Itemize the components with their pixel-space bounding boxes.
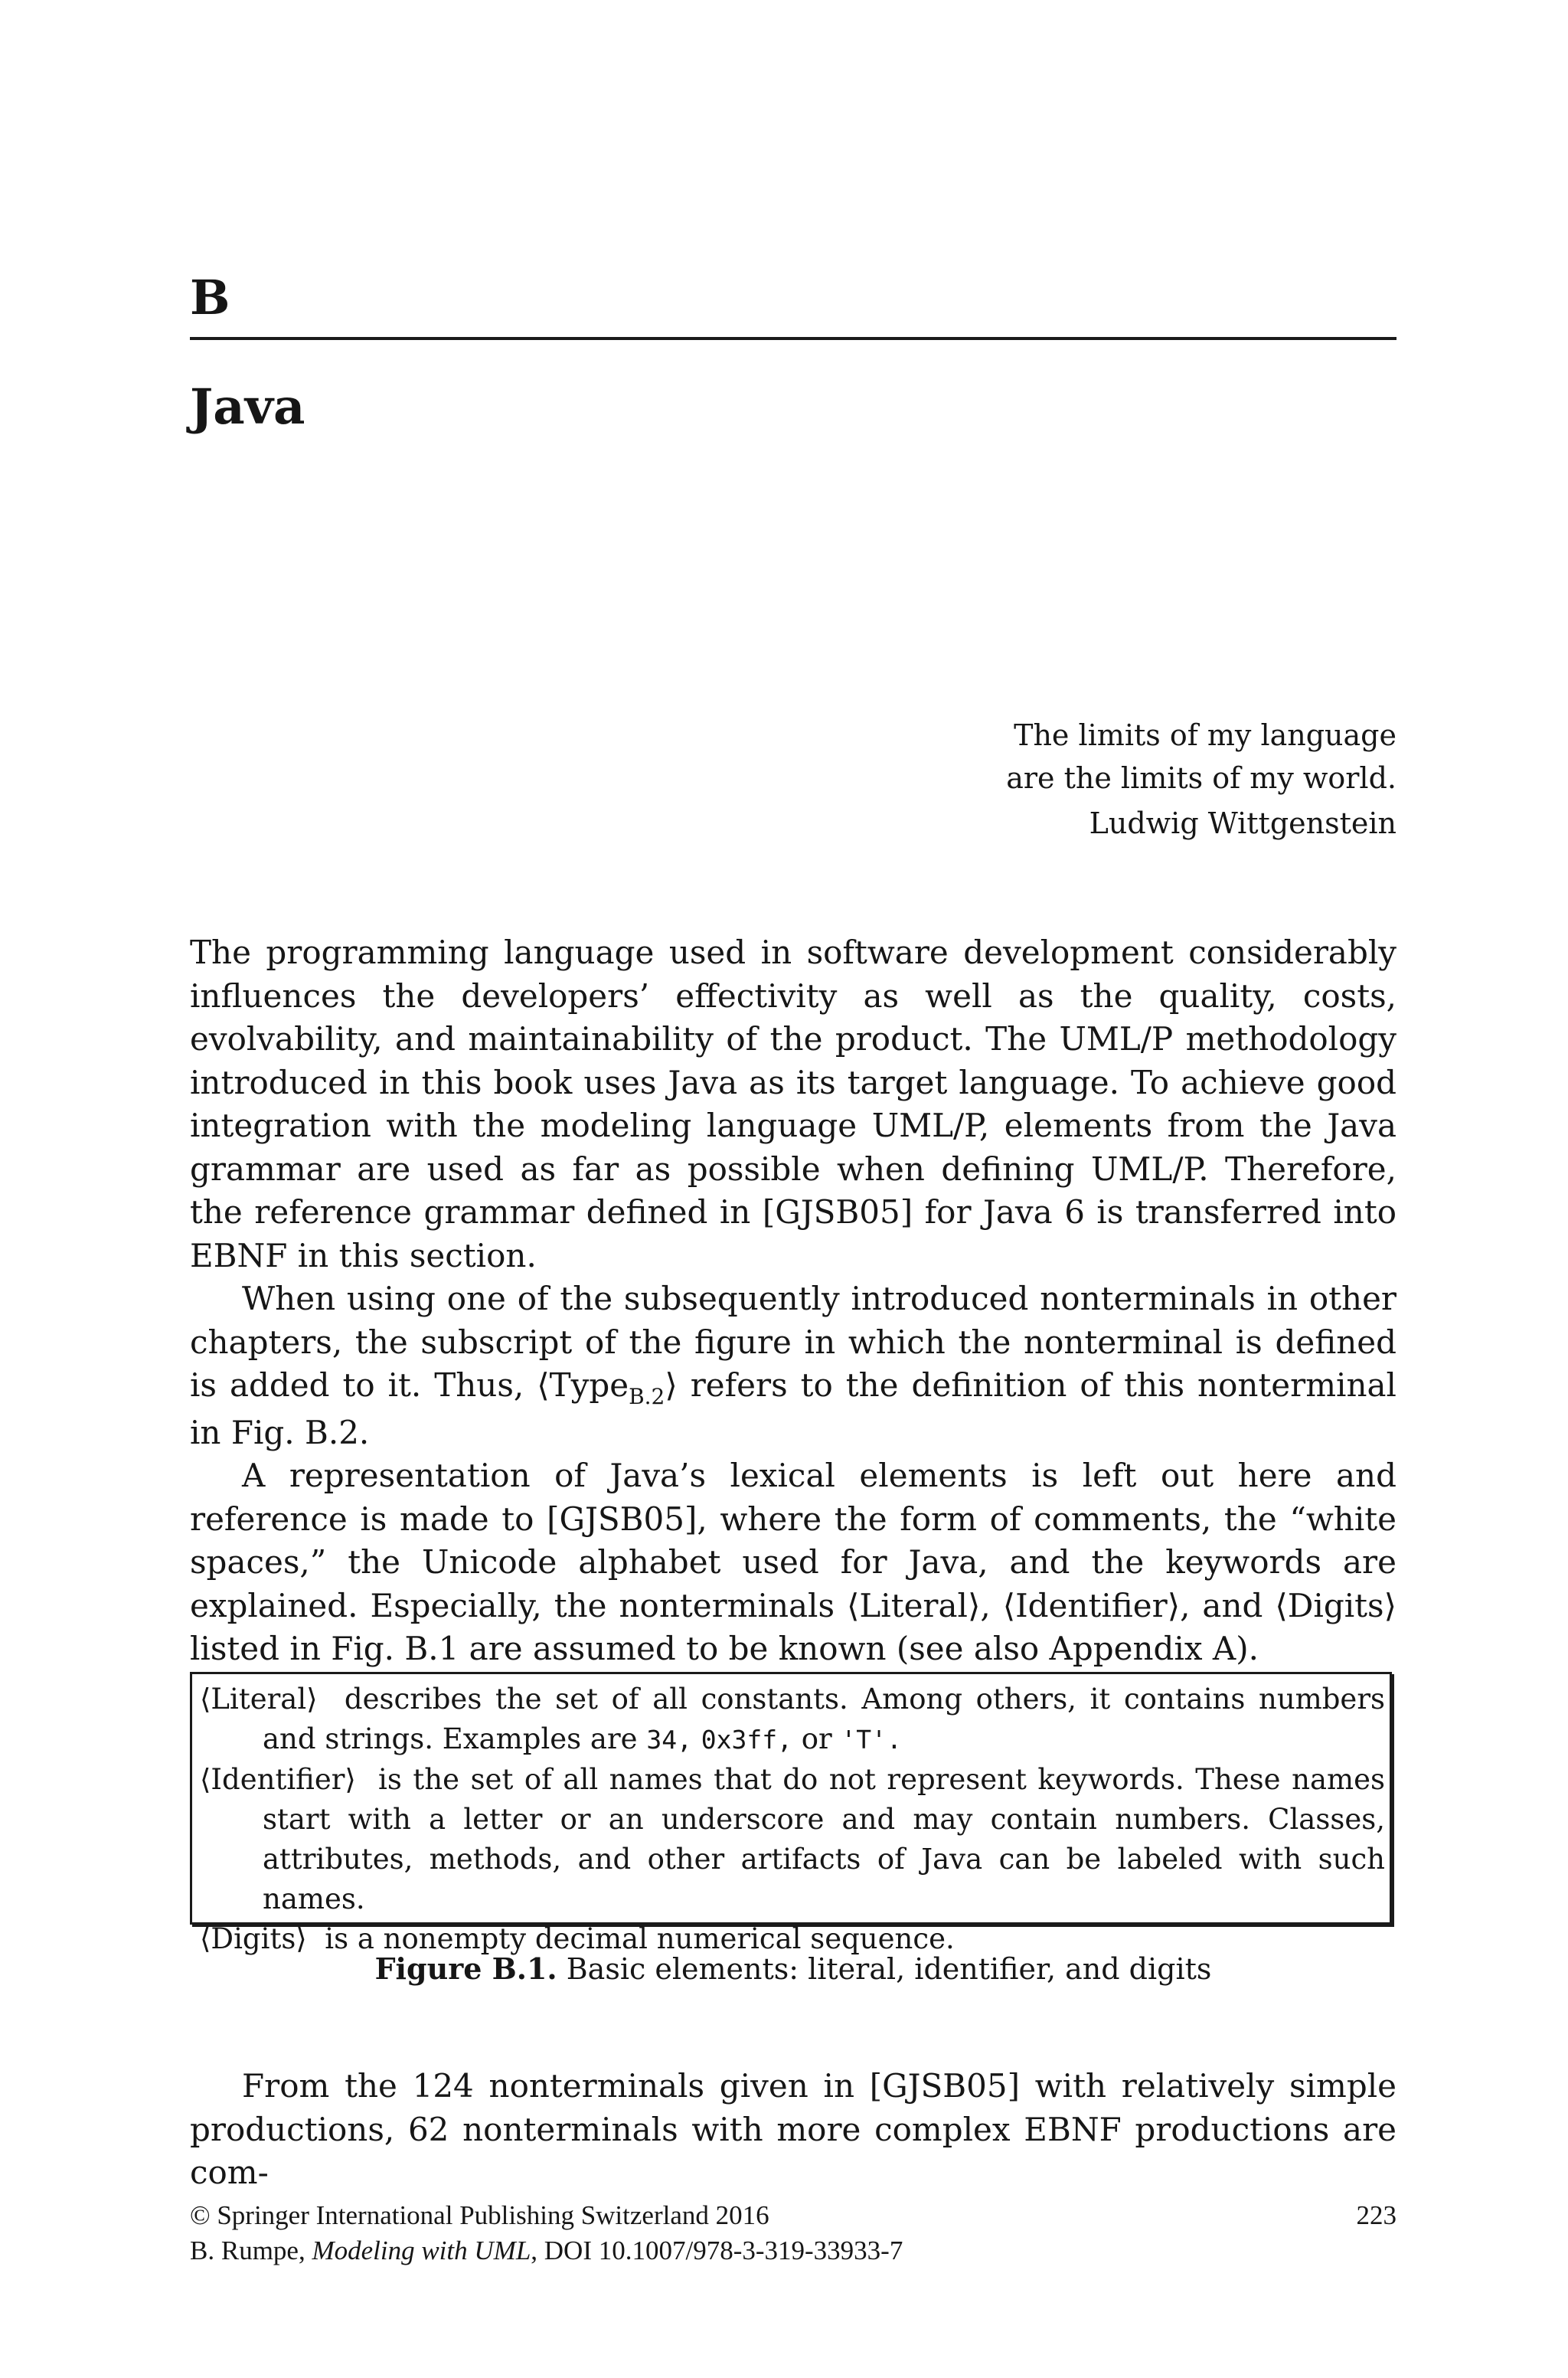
definition-literal <box>200 1680 1385 1760</box>
book-page <box>190 0 1396 2378</box>
term-literal: ⟨Literal⟩ <box>200 1683 318 1716</box>
figure-label: Figure B.1. <box>374 1951 557 1986</box>
paragraph-nonterminals-start: When using one of the subsequently introduced nonterminals in other chapters, the subscript of the figure in which the nonterminal is defined is added to it. Thus, ⟨Type <box>190 1280 1396 1404</box>
example-char: 'T'. <box>841 1725 902 1755</box>
paragraph-nonterminals-end: ⟩ refers to the definition of this nonterminal in Fig. B.2. <box>190 1366 1396 1451</box>
figure-caption <box>190 1949 1396 1989</box>
footer-book-title: Modeling with UML <box>312 2236 531 2265</box>
definition-literal-text: describes the set of all constants. Among others, it contains numbers and strings. Examples are <box>263 1683 1385 1755</box>
definition-identifier <box>200 1760 1385 1919</box>
term-digits: ⟨Digits⟩ <box>200 1922 307 1955</box>
footer-row-2 <box>190 2233 1396 2268</box>
paragraph-intro: The programming language used in software development considerably influences the developers’ effectivity as well as the quality, costs, evolvability, and maintainability of the product. The UML/P methodology introduced in this book uses Java as its target language. To achieve good integration with the modeling language UML/P, elements from the Java grammar are used as far as possible when defining UML/P. Therefore, the reference grammar defined in [GJSB05] for Java 6 is transferred into EBNF in this section. <box>190 934 1396 1274</box>
paragraph-nonterminals <box>190 1277 1396 1454</box>
term-identifier: ⟨Identifier⟩ <box>200 1763 356 1796</box>
subscript: B.2 <box>629 1384 665 1409</box>
definition-digits-text: is a nonempty decimal numerical sequence. <box>325 1922 955 1955</box>
figure-caption-text: Basic elements: literal, identifier, and digits <box>566 1952 1212 1986</box>
appendix-letter: B <box>190 270 230 325</box>
paragraph-lexical: A representation of Java’s lexical elements is left out here and reference is made to [GJSB05], where the form of comments, the “white spaces,” the Unicode alphabet used for Java, and the keywords are explained. Especially, the nonterminals ⟨Literal⟩, ⟨Identifier⟩, and ⟨Digits⟩ listed in Fig. B.1 are assumed to be known (see also Appendix A). <box>190 1457 1396 1667</box>
epigraph-line-1: The limits of my language <box>1014 718 1396 752</box>
example-number: 34, <box>646 1725 692 1755</box>
page-footer <box>190 2198 1396 2268</box>
epigraph-line-2: are the limits of my world. <box>1006 761 1396 795</box>
epigraph <box>1006 714 1396 845</box>
copyright-notice: © Springer International Publishing Switzerland 2016 <box>190 2200 769 2230</box>
footer-author: B. Rumpe, <box>190 2236 305 2265</box>
body-text <box>190 931 1396 1671</box>
chapter-rule <box>190 337 1396 340</box>
or-word: or <box>801 1722 832 1755</box>
chapter-title: Java <box>190 378 305 436</box>
figure-box <box>190 1672 1392 1955</box>
example-hex: 0x3ff, <box>701 1725 792 1755</box>
page-number: 223 <box>1356 2200 1396 2230</box>
epigraph-author: Ludwig Wittgenstein <box>1089 806 1396 840</box>
footer-row-1 <box>190 2198 1396 2233</box>
definition-identifier-text: is the set of all names that do not represent keywords. These names start with a letter or an underscore and may contain numbers. Classes, attributes, methods, and other artifacts of Java can be labeled with such names. <box>263 1763 1385 1915</box>
footer-doi: , DOI 10.1007/978-3-319-33933-7 <box>531 2236 903 2265</box>
paragraph-productions: From the 124 nonterminals given in [GJSB05] with relatively simple productions, 62 nonterminals with more complex EBNF productions are com- <box>190 2067 1396 2191</box>
